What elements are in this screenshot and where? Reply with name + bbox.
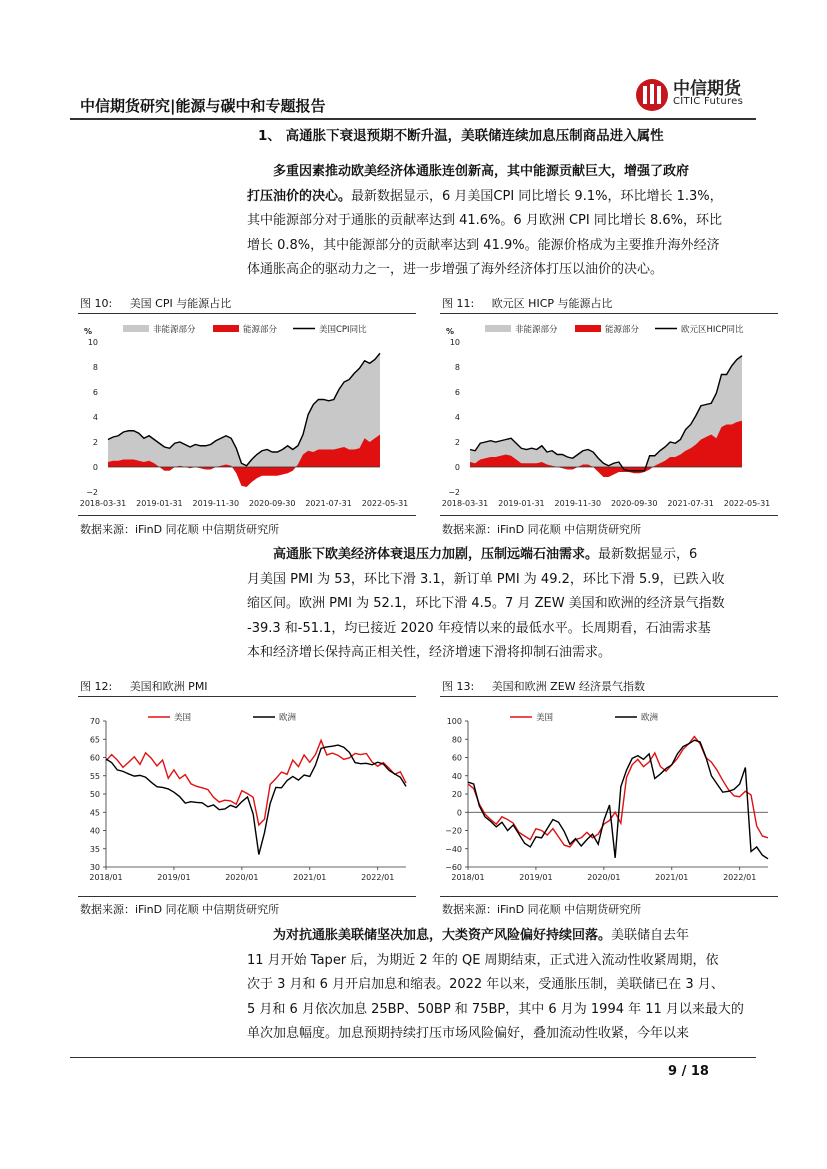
y-tick-label: 35 [89,844,100,854]
x-tick-label: 2019-11-30 [554,499,602,508]
figure-11-chart [440,316,778,514]
legend-label: 美国 [174,713,192,723]
y-unit-label: % [84,327,93,336]
legend-label: 欧洲 [279,713,297,723]
series-line-eu [106,745,406,854]
x-tick-label: 2021-07-31 [305,499,352,508]
section-heading: 1、 高通胀下衰退预期不断升温，美联储连续加息压制商品进入属性 [258,128,664,144]
figure-13-rule [440,696,778,697]
y-tick-label: 4 [454,413,460,422]
citic-futures-logo [635,74,755,118]
legend-label: 非能源部分 [153,325,196,335]
para3-line: 为对抗通胀美联储坚决加息，大类资产风险偏好持续回落。美联储自去年 [273,928,690,943]
legend-label: 非能源部分 [515,325,558,335]
legend-swatch [575,325,601,332]
legend-label: 美国CPI同比 [319,325,367,335]
legend-label: 欧元区HICP同比 [681,325,744,335]
y-tick-label: 2 [92,438,98,447]
y-tick-label: 8 [92,363,98,372]
y-tick-label: 70 [89,717,100,726]
figure-11-rule [440,313,778,314]
x-tick-label: 2019/01 [157,873,191,882]
header-divider [70,118,756,120]
legend-swatch [213,325,239,332]
figure-10-title: 图 10: 美国 CPI 与能源占比 [80,297,232,310]
para2-line: 高通胀下欧美经济体衰退压力加剧，压制远端石油需求。最新数据显示，6 [273,547,698,562]
figure-12-chart [78,699,416,895]
legend-label: 能源部分 [605,325,640,335]
y-tick-label: 40 [451,771,462,781]
footer-divider [70,1057,756,1058]
figure-13-bottom-rule [440,896,778,897]
para3-line: 5 月和 6 月依次加息 25BP、50BP 和 75BP，其中 6 月为 1994 年 11 月以来最大的 [247,1001,744,1017]
y-tick-label: 6 [92,388,98,397]
figure-11-bottom-rule [440,515,778,516]
x-tick-label: 2019-01-31 [498,499,545,508]
x-tick-label: 2021-07-31 [667,499,714,508]
figure-11-title: 图 11: 欧元区 HICP 与能源占比 [442,297,613,310]
figure-13-chart [440,699,778,895]
report-header-title: 中信期货研究|能源与碳中和专题报告 [80,97,326,115]
y-tick-label: 8 [454,363,460,372]
legend-swatch [123,325,149,332]
legend-label: 能源部分 [243,325,278,335]
figure-12-title: 图 12: 美国和欧洲 PMI [80,680,208,693]
y-tick-label: 0 [92,463,98,472]
y-tick-label: −20 [445,826,462,836]
paragraph-1 [247,160,752,283]
y-tick-label: 80 [451,735,462,745]
x-tick-label: 2020-09-30 [248,499,296,508]
y-tick-label: 40 [89,826,100,836]
x-tick-label: 2018-03-31 [441,499,489,508]
y-unit-label: % [446,327,455,336]
figure-10-bottom-rule [78,515,416,516]
paragraph-2 [247,543,752,666]
x-tick-label: 2020-09-30 [610,499,658,508]
figure-12-bottom-rule [78,896,416,897]
figure-10-source: 数据来源：iFinD 同花顺 中信期货研究所 [80,523,280,536]
y-tick-label: 60 [89,753,100,763]
y-tick-label: 65 [89,735,100,745]
paragraph-3 [247,924,752,1047]
legend-label: 美国 [536,713,554,723]
x-tick-label: 2018/01 [451,873,485,882]
y-tick-label: 50 [89,790,100,799]
y-tick-label: 45 [89,808,100,818]
y-tick-label: 10 [87,338,98,347]
figure-13-title: 图 13: 美国和欧洲 ZEW 经济景气指数 [442,680,646,693]
x-tick-label: 2018/01 [89,873,123,882]
legend-label: 欧洲 [641,713,659,723]
figure-10-chart [78,316,416,514]
y-tick-label: 10 [449,338,460,347]
figure-11-source: 数据来源：iFinD 同花顺 中信期货研究所 [442,523,642,536]
para3-line: 单次加息幅度。加息预期持续打压市场风险偏好，叠加流动性收紧，今年以来 [247,1026,690,1041]
x-tick-label: 2022/01 [361,873,395,882]
para1-line: 打压油价的决心。最新数据显示，6 月美国CPI 同比增长 9.1%，环比增长 1.3%， [247,188,723,204]
para1-line: 多重因素推动欧美经济体通胀连创新高，其中能源贡献巨大，增强了政府 [273,164,690,179]
y-tick-label: 60 [451,753,462,763]
x-tick-label: 2019/01 [519,873,553,882]
para3-line: 次于 3 月和 6 月开启加息和缩表。2022 年以来，受通胀压制，美联储已在 3 月、 [247,977,724,992]
x-tick-label: 2022/01 [723,873,757,882]
x-tick-label: 2019-01-31 [136,499,183,508]
figure-12-rule [78,696,416,697]
figure-12-source: 数据来源：iFinD 同花顺 中信期货研究所 [80,903,280,916]
y-tick-label: −40 [445,844,462,854]
y-tick-label: −2 [86,488,98,497]
y-tick-label: 0 [454,463,460,472]
y-tick-label: −60 [445,863,462,872]
figure-13-source: 数据来源：iFinD 同花顺 中信期货研究所 [442,903,642,916]
para2-line: 本和经济增长保持高正相关性，经济增速下滑将抑制石油需求。 [247,645,612,660]
x-tick-label: 2018-03-31 [79,499,127,508]
legend-swatch [485,325,511,332]
logo-text-cn: 中信期货 [673,79,741,99]
x-tick-label: 2020/01 [225,873,259,882]
para2-line: 缩区间。欧洲 PMI 为 52.1，环比下滑 4.5。7 月 ZEW 美国和欧洲的经济景气指数 [247,596,725,611]
logo-text-en: CITIC Futures [673,96,744,107]
series-line-eu [468,740,768,859]
x-tick-label: 2019-11-30 [192,499,240,508]
para2-line: 月美国 PMI 为 53，环比下滑 3.1，新订单 PMI 为 49.2，环比下滑 5.9，已跌入收 [247,571,725,587]
page-number: 9 / 18 [668,1064,709,1079]
para3-line: 11 月开始 Taper 后，为期近 2 年的 QE 周期结束，正式进入流动性收紧周期，依 [247,952,719,968]
x-tick-label: 2022-05-31 [361,499,409,508]
x-tick-label: 2021/01 [293,873,327,882]
y-tick-label: 20 [451,790,462,799]
citic-logo-mark-icon [635,78,669,112]
x-tick-label: 2020/01 [587,873,621,882]
y-tick-label: 30 [89,863,100,872]
y-tick-label: −2 [448,488,460,497]
para2-line: -39.3 和-51.1，均已接近 2020 年疫情以来的最低水平。长周期看，石油需求基 [247,620,711,636]
y-tick-label: 6 [454,388,460,397]
x-tick-label: 2021/01 [655,873,689,882]
figure-10-rule [78,313,416,314]
para1-line: 其中能源部分对于通胀的贡献率达到 41.6%。6 月欧洲 CPI 同比增长 8.6%，环比 [247,213,723,228]
x-tick-label: 2022-05-31 [723,499,771,508]
y-tick-label: 0 [456,808,462,818]
para1-line: 体通胀高企的驱动力之一，进一步增强了海外经济体打压以油价的决心。 [247,262,664,277]
para1-line: 增长 0.8%，其中能源部分的贡献率达到 41.9%。能源价格成为主要推升海外经济 [247,237,720,253]
y-tick-label: 4 [92,413,98,422]
y-tick-label: 100 [446,717,462,726]
y-tick-label: 2 [454,438,460,447]
y-tick-label: 55 [89,771,100,781]
